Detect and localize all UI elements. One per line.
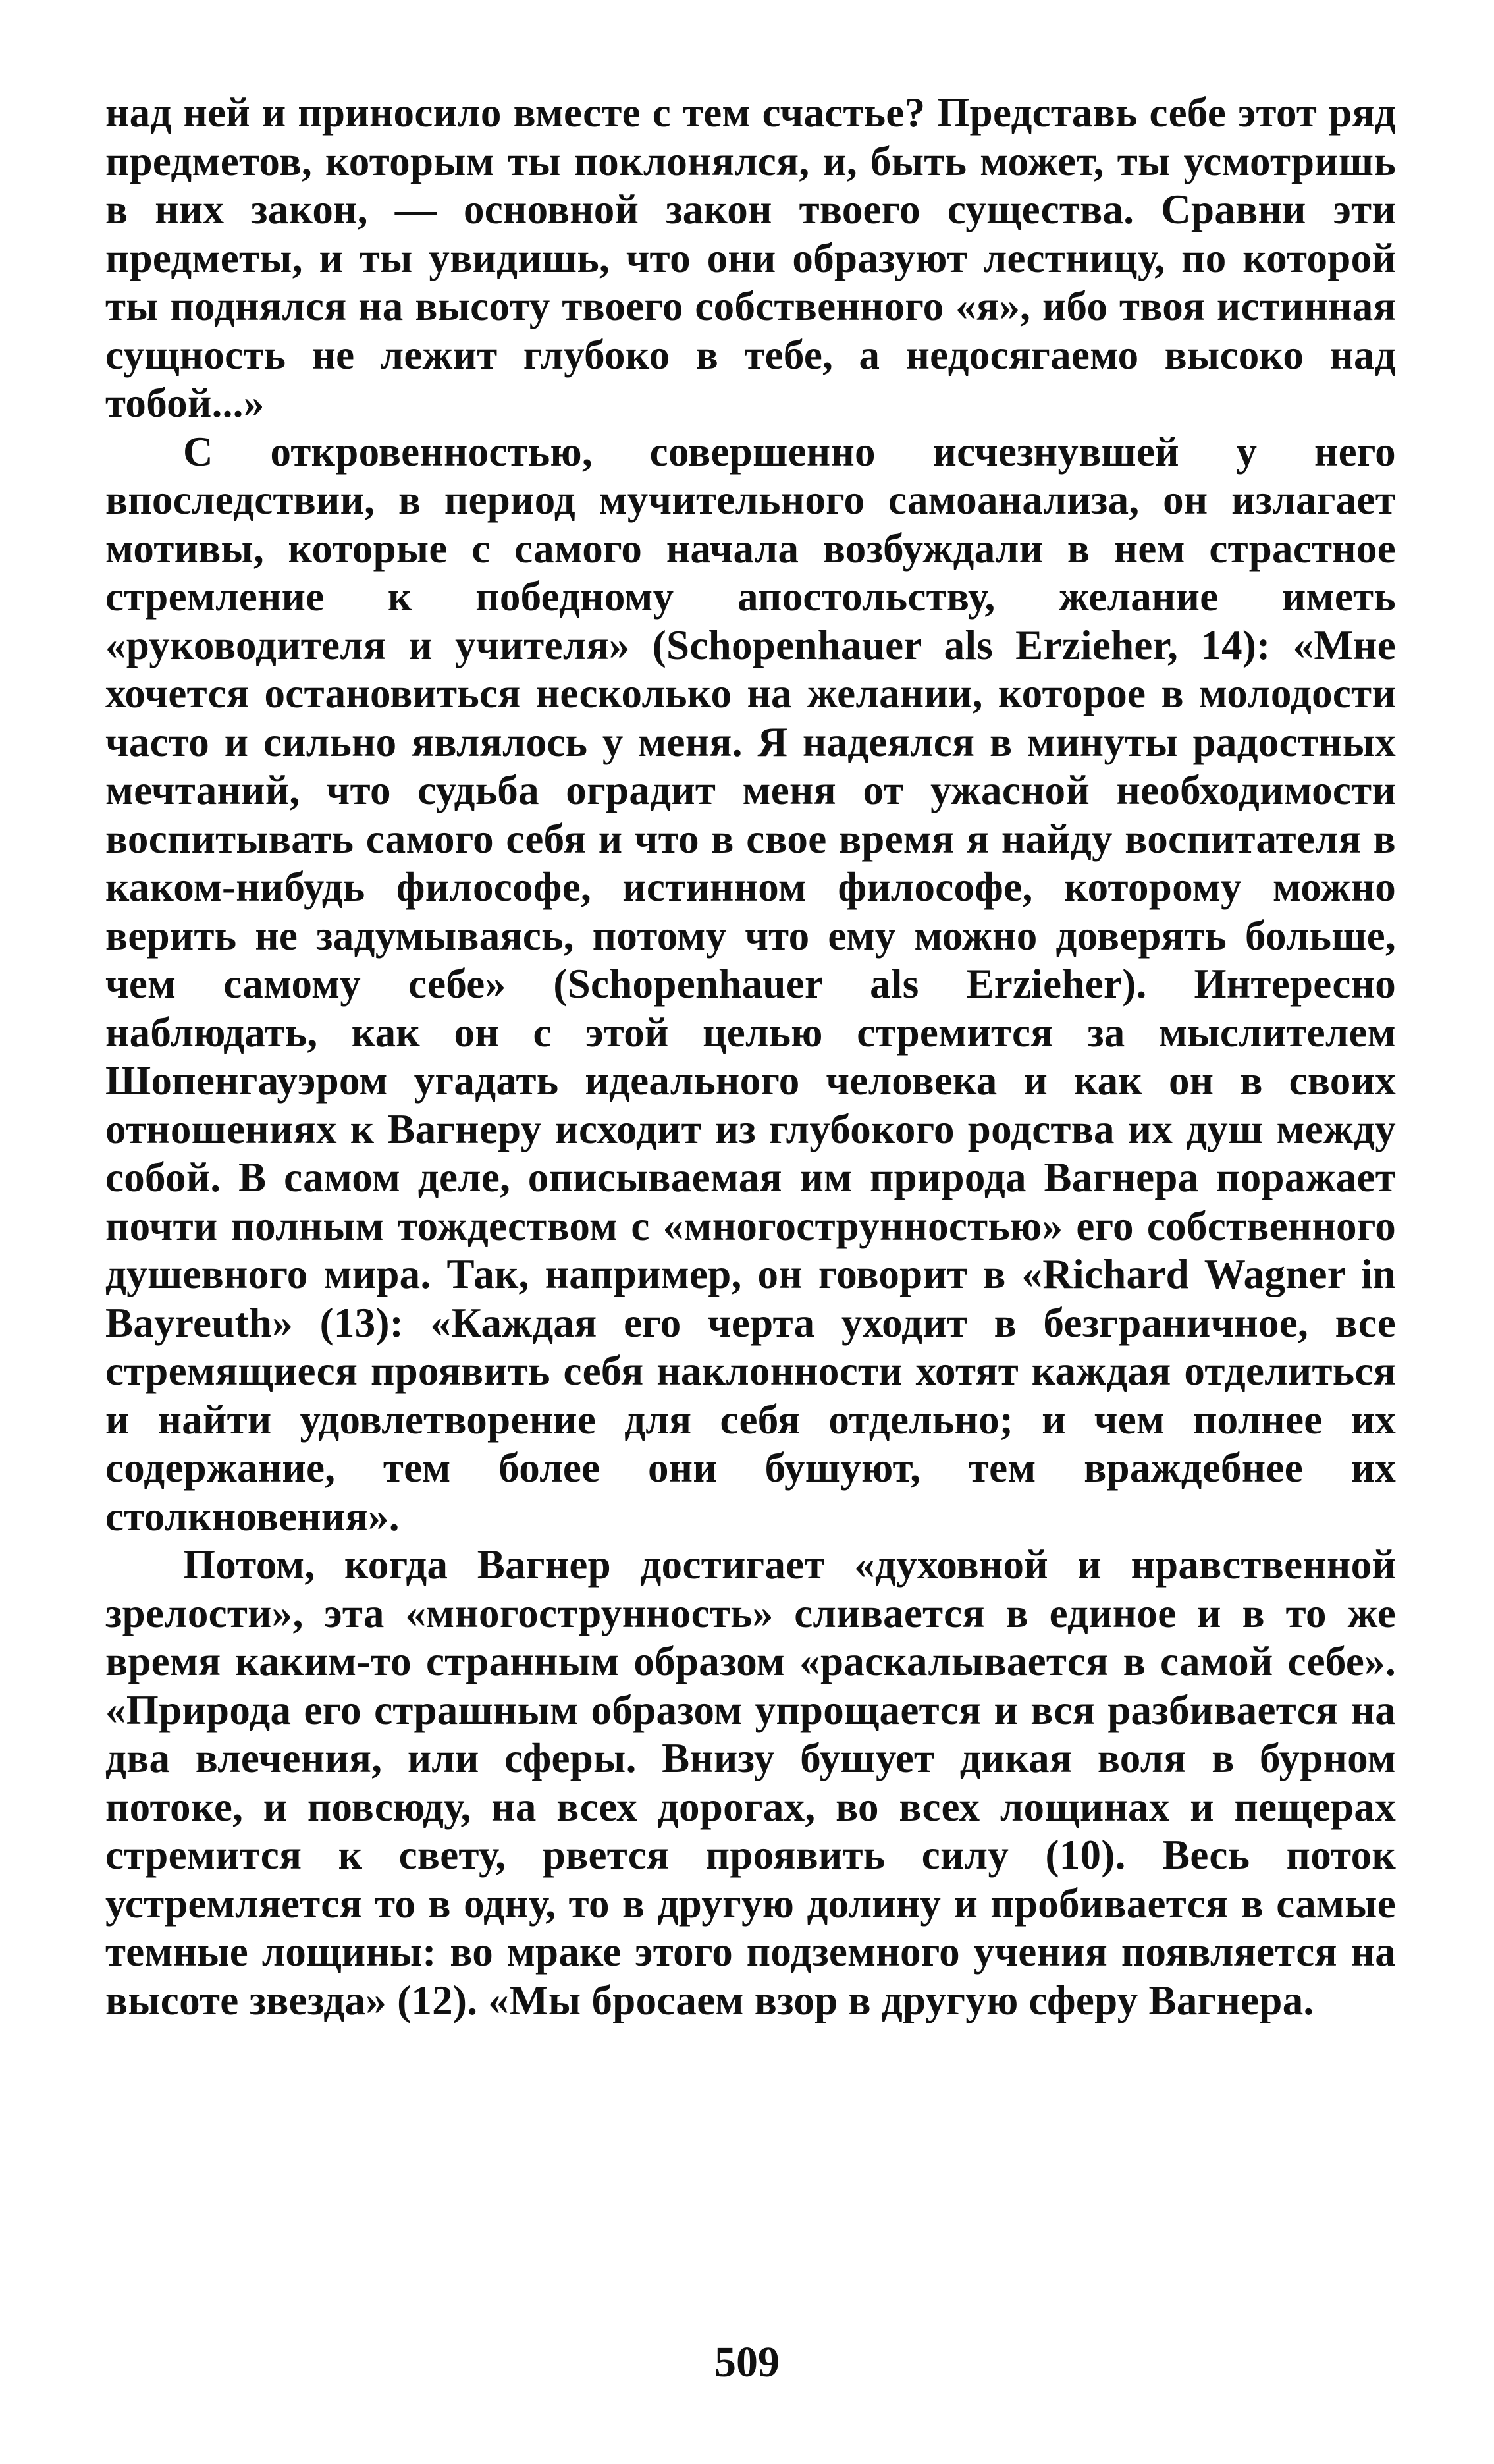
paragraph-2: С откровенностью, совершенно исчезнувшей у него впоследствии, в период мучительного самоанализа, он излагает мотивы, которые с самого начала возбуждали в нем страстное стремление к победному апостольству, желание иметь «руководителя и учителя» (Schopenhauer als Erzieher, 14): «Мне хочется остановиться несколько на желании, которое в молодости часто и сильно являлось у меня. Я надеялся в минуты радостных мечтаний, что судьба оградит меня от ужасной необходимости воспитывать самого себя и что в свое время я найду воспитателя в каком-нибудь философе, истинном философе, которому можно верить не задумываясь, потому что ему можно доверять больше, чем самому себе» (Schopenhauer als Erzieher). Интересно наблюдать, как он с этой целью стремится за мыслителем Шопенгауэром угадать идеального человека и как он в своих отношениях к Вагнеру исходит из глубокого родства их душ между собой. В самом деле, описываемая им природа Вагнера поражает почти полным тождеством с «многострунностью» его собственного душевного мира. Так, например, он говорит в «Richard Wagner in Bayreuth» (13): «Каждая его черта уходит в безграничное, все стремящиеся проявить себя наклонности хотят каждая отделиться и найти удовлетворение для себя отдельно; и чем полнее их содержание, тем более они бушуют, тем враждебнее их столкновения». [105, 428, 1396, 1540]
page-number: 509 [714, 2338, 780, 2386]
paragraph-3: Потом, когда Вагнер достигает «духовной и нравственной зрелости», эта «многострунность» сливается в единое и в то же время каким-то странным образом «раскалывается в самой себе». «Природа его страшным образом упрощается и вся разбивается на два влечения, или сферы. Внизу бушует дикая воля в бурном потоке, и повсюду, на всех дорогах, во всех лощинах и пещерах стремится к свету, рвется проявить силу (10). Весь поток устремляется то в одну, то в другую долину и пробивается в самые темные лощины: во мраке этого подземного учения появляется на высоте звезда» (12). «Мы бросаем взор в другую сферу Вагнера. [105, 1541, 1396, 2023]
page-body [105, 89, 1396, 2025]
paragraph-1: над ней и приносило вместе с тем счастье? Представь себе этот ряд предметов, которым ты поклонялся, и, быть может, ты усмотришь в них закон, — основной закон твоего существа. Сравни эти предметы, и ты увидишь, что они образуют лестницу, по которой ты поднялся на высоту твоего собственного «я», ибо твоя истинная сущность не лежит глубоко в тебе, а недосягаемо высоко над тобой...» [105, 90, 1396, 426]
